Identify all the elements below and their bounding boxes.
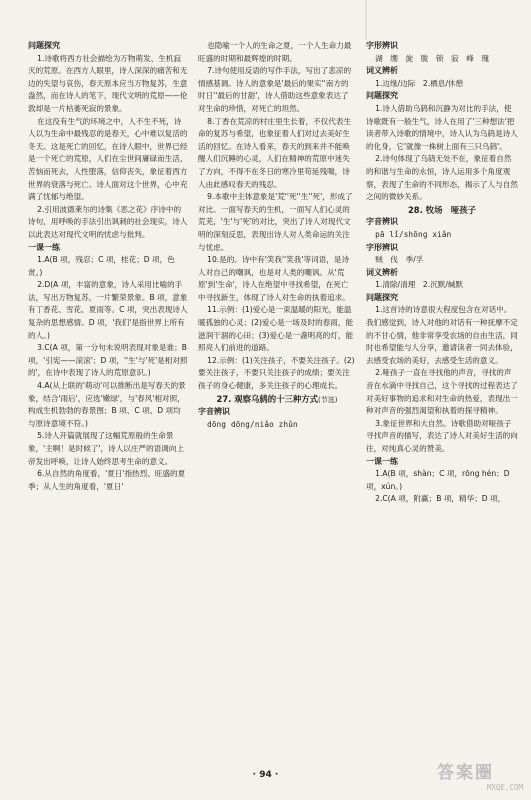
answer-paragraph: 1.诗歌将西方社会描绘为万物萌发、生机寂灭的荒原。在西方人眼里，诗人深深的痛苦和无边的失望与哀伤，春天原本应当万物复苏，生意盎然，而在诗人的笔下，现代文明的荒原——伦敦却是一片枯萎死寂的景象。 (28, 53, 188, 113)
answer-paragraph: 1.A(B 项，shàn；C 项，rōng hén；D 项，xún。) (366, 469, 510, 491)
section-heading: 问题探究 (366, 91, 398, 101)
answer-paragraph: 1.清除/清理 2.沉默/缄默 (375, 280, 464, 290)
column-right (366, 40, 518, 775)
answer-paragraph: 在这没有生气的环境之中，人不生不死，诗人以为生命中最残忍的是春天，心中难以复活的冬天。这是死亡的回忆，在诗人眼中，世界已经是一个死亡的荒原，人们在尘世间庸碌而生活，苦恼而死去，人性堕落，信仰丧失，象征着西方世界的衰落与死亡。诗人面对这个世界，心中充满了忧郁与绝望。 (28, 116, 188, 202)
answer-paragraph: 3.象征世界和大自然。诗歌借助对哑孩子寻找声音的描写，表达了诗人对美好生活的向往，对纯真心灵的赞美。 (366, 418, 518, 453)
answer-paragraph: 11.示例：(1)爱心是一束温暖的阳光，能温暖孤独的心灵；(2)爱心是一场及时的春雨，能滋润干涸的心田；(3)爱心是一盏明亮的灯，能照亮人们前进的道路。 (198, 305, 354, 353)
answer-paragraph: 2.D(A 项，丰富的意象，诗人采用比喻的手法，写出万物复苏，一片繁荣景象。B 项，意象有丁香花、雪花、夏雨等。C 项，突出表现诗人复杂的思想感情。D 项，'我们'是指世界上所有的人。) (28, 280, 188, 340)
section-heading: 字形辨识 (366, 41, 398, 50)
section-heading: 字音辨识 (198, 407, 230, 417)
section-heading: 一课一练 (28, 242, 60, 252)
answer-paragraph: 12.示例：(1)关注孩子，不要关注孩子。(2)要关注孩子，不要只关注孩子的成绩；要关注孩子的身心健康，多关注孩子的心理成长。 (198, 355, 355, 391)
answer-paragraph: 2.引用波德莱尔的诗集《恶之花》序诗中的诗句，用呼唤的手法引出讽刺的社会现实，诗人以此表达对现代文明的忧虑与批判。 (28, 204, 188, 239)
answer-paragraph: 4.A(从上联的'萌动'可以推断出是写春天的景象，结合'雨后'，应选'嫩绿'，与'春风'相对照，构成生机勃勃的春景图；B 项、C 项、D 项均与原诗意境不符。) (28, 381, 186, 428)
answer-paragraph: 3.C(A 项，第一分句未说明表现对象是谁；B 项，'引宪——滚滚'；D 项，''生'与'死'是相对照的'，在诗中表现了诗人的荒原意识。) (28, 343, 188, 378)
answer-paragraph: 也隐喻一个人的生命之夏，一个人生命力最旺盛的时期和最辉煌的时期。 (198, 41, 352, 63)
answer-paragraph: pā lǐ/shōng xiǎn (375, 229, 452, 239)
chapter-title-text: 28. 牧场 哑孩子 (407, 204, 476, 215)
answer-paragraph: 6.从自然的角度看，'夏日'指热烈、旺盛的夏季；从人生的角度看，'夏日' (28, 469, 186, 491)
column-middle (198, 40, 356, 740)
answer-paragraph: 1.这首诗的诗意很大程度包含在对话中。我们感觉到，诗人对他的对话有一种抚摩不定的不甘心情，他非常享受农场的自由生活，同时也希望能与人分享，邀请读者一同去体验，去感受农场的美好，去感受生活的意义。 (366, 305, 518, 365)
page-number: · 94 · (252, 770, 279, 780)
chapter-title (198, 393, 356, 407)
answer-paragraph: 8.丁香在荒凉的村庄里生长着，不仅代表生命的复苏与希望，也象征着人们对过去美好生活的回忆。在诗人看来，春天的到来并不能唤醒人们沉睡的心灵，人们在精神的荒原中迷失了方向，不得不在冬日的寒冷里苟延残喘，诗人由此感叹春天的残忍。 (198, 116, 352, 189)
chapter-title (366, 204, 518, 217)
section-heading: 问题探究 (366, 292, 398, 302)
answer-paragraph: 5.诗人开篇就展现了这幅荒原般的生命景象，'主啊！是时候了'，诗人以庄严的语调向上帝发出呼唤，让诗人始终思考生命的意义。 (28, 431, 185, 466)
answer-paragraph: 贼 伐 季/孚 (375, 255, 424, 265)
answer-paragraph: 2.哑孩子一直在寻找他的声音，寻找的声音在水滴中寻找自己，这个寻找的过程表达了对美好事物的追求和对生命的热爱，表现出一种对声音的强烈渴望和执着的探寻精神。 (366, 368, 518, 416)
watermark-url: MXQE.COM (486, 783, 523, 792)
watermark-text: 答案圈 (437, 763, 494, 783)
answer-paragraph: 1.A(B 项，残忍；C 项，桂花；D 项，色赏。) (28, 255, 175, 277)
answer-paragraph: 9.本歌中主体意象是'荒''死''生''死'，形成了对比。一面写春天的生机，一面写人们心灵的荒芜，'生'与'死'的对比，突出了诗人对现代文明的深刻反思，表现出诗人对人类命运的关注与忧虑。 (198, 192, 353, 252)
answer-paragraph: 2.C(A 项，附赢；B 项，精华；D 项， (375, 494, 506, 504)
answer-paragraph: 7.诗句使用反语的写作手法，写出了悲凉的情感基调。诗人的意象是'最后的果实''南方的时日''最后的甘甜'，诗人借助这些意象表达了对生命的珍惜，对死亡的坦然。 (198, 66, 352, 113)
chapter-title-text: 27. 观察乌鸫的十三种方式 (216, 393, 319, 404)
column-left (28, 40, 188, 775)
answer-paragraph: 10.是的。诗中有'笑我''笑我'等词语，是诗人对自己的嘲讽，也是对人类的嘲讽。从'荒原'到'生命'，诗人在绝望中寻找希望，在死亡中寻找新生，体现了诗人对生命的执着追求。 (198, 255, 350, 302)
section-heading: 字形辨识 (366, 242, 398, 252)
section-heading: 问题探究 (28, 41, 60, 50)
section-heading: 词义辨析 (366, 267, 398, 277)
watermark-logo (437, 758, 523, 794)
answer-paragraph: 湖 绷 旋 胧 锁 寂 峰 瑰 (375, 53, 490, 63)
answer-paragraph: 1.诗人借助乌鸫和沉静为对比的手法，使诗歌既有一般生气，诗人在用了'三种想法'把读者带入诗歌的情境中，诗人认为乌鸫是诗人的化身，它'就像一株树上面有三只乌鸫'。 (366, 103, 518, 151)
answer-paragraph: 1.边缘/边际 2.栖息/休憩 (375, 78, 464, 88)
section-heading: 字音辨识 (366, 217, 398, 227)
section-heading: 一课一练 (366, 456, 398, 466)
page-fold-shadow (365, 0, 367, 40)
answer-paragraph: 2.诗句体现了乌鸫无处不在，象征着自然的和谐与生命的永恒，诗人运用多个角度观察，表现了生命的不同形态，揭示了人与自然之间的微妙关系。 (366, 154, 518, 202)
chapter-tag: (节选) (318, 395, 338, 404)
answer-paragraph: dōng dōng/niǎo zhǔn (207, 419, 298, 429)
section-heading: 词义辨析 (366, 66, 398, 76)
